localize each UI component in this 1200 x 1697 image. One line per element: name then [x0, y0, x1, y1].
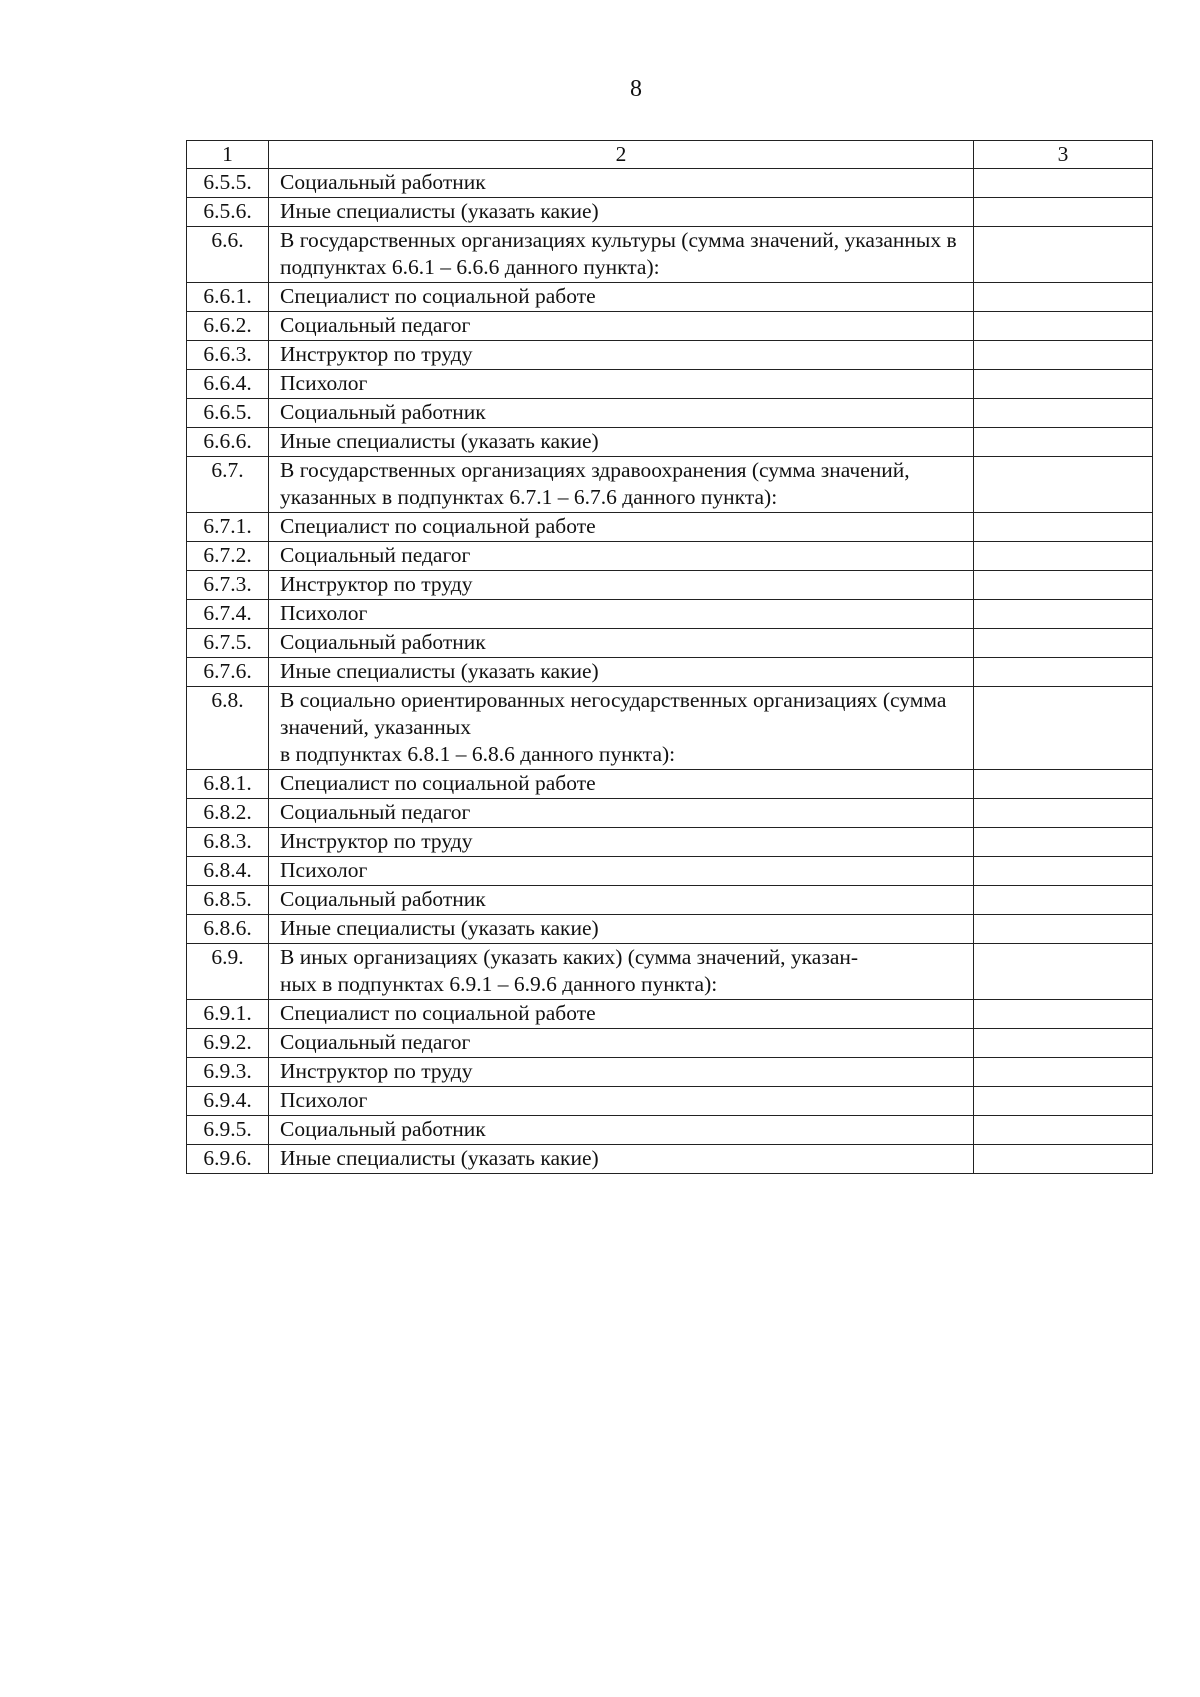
row-value-cell	[974, 799, 1153, 828]
table-row	[187, 370, 1153, 399]
row-value-cell	[974, 600, 1153, 629]
table-row	[187, 283, 1153, 312]
row-description-cell: Социальный работник	[269, 629, 974, 658]
row-value-cell	[974, 1087, 1153, 1116]
table-row	[187, 857, 1153, 886]
table-row	[187, 198, 1153, 227]
row-value-cell	[974, 1029, 1153, 1058]
row-value-cell	[974, 944, 1153, 1000]
row-description-cell: Социальный педагог	[269, 799, 974, 828]
row-value-cell	[974, 1000, 1153, 1029]
row-description-cell: Социальный педагог	[269, 1029, 974, 1058]
table-row	[187, 944, 1153, 1000]
table-row	[187, 1000, 1153, 1029]
row-value-cell	[974, 169, 1153, 198]
row-value-cell	[974, 399, 1153, 428]
row-description-cell: Специалист по социальной работе	[269, 1000, 974, 1029]
table-row	[187, 1087, 1153, 1116]
column-header-1: 1	[187, 141, 269, 169]
row-number-cell: 6.5.6.	[187, 198, 269, 227]
row-value-cell	[974, 658, 1153, 687]
row-description-cell: Инструктор по труду	[269, 1058, 974, 1087]
page-number: 8	[630, 76, 642, 102]
row-value-cell	[974, 513, 1153, 542]
table-row	[187, 886, 1153, 915]
table-row	[187, 227, 1153, 283]
table-header-row	[187, 141, 1153, 169]
row-description-cell: Социальный педагог	[269, 312, 974, 341]
row-number-cell: 6.6.5.	[187, 399, 269, 428]
table-row	[187, 571, 1153, 600]
row-description-cell: Специалист по социальной работе	[269, 283, 974, 312]
row-value-cell	[974, 1145, 1153, 1174]
row-description-cell: Психолог	[269, 857, 974, 886]
row-value-cell	[974, 828, 1153, 857]
table-row	[187, 542, 1153, 571]
row-number-cell: 6.6.	[187, 227, 269, 283]
row-description-cell: Социальный работник	[269, 1116, 974, 1145]
row-value-cell	[974, 687, 1153, 770]
row-value-cell	[974, 857, 1153, 886]
table-row	[187, 399, 1153, 428]
row-description-cell: В государственных организациях здравоохранения (сумма значений, указанных в подпунктах 6.7.1 – 6.7.6 данного пункта):	[269, 457, 974, 513]
row-number-cell: 6.8.3.	[187, 828, 269, 857]
row-description-cell: Социальный работник	[269, 169, 974, 198]
table-row	[187, 1145, 1153, 1174]
table-row	[187, 687, 1153, 770]
row-number-cell: 6.6.2.	[187, 312, 269, 341]
row-value-cell	[974, 227, 1153, 283]
table-row	[187, 658, 1153, 687]
row-description-cell: Психолог	[269, 370, 974, 399]
row-number-cell: 6.6.4.	[187, 370, 269, 399]
table-row	[187, 513, 1153, 542]
row-number-cell: 6.7.6.	[187, 658, 269, 687]
table-row	[187, 1116, 1153, 1145]
table-row	[187, 341, 1153, 370]
row-number-cell: 6.7.	[187, 457, 269, 513]
row-value-cell	[974, 1116, 1153, 1145]
row-value-cell	[974, 629, 1153, 658]
row-value-cell	[974, 915, 1153, 944]
row-number-cell: 6.9.5.	[187, 1116, 269, 1145]
row-number-cell: 6.6.1.	[187, 283, 269, 312]
row-description-cell: В социально ориентированных негосударственных организациях (сумма значений, указанных в подпунктах 6.8.1 – 6.8.6 данного пункта):	[269, 687, 974, 770]
table-row	[187, 428, 1153, 457]
table-row	[187, 1058, 1153, 1087]
row-number-cell: 6.9.	[187, 944, 269, 1000]
row-number-cell: 6.9.2.	[187, 1029, 269, 1058]
row-description-cell: Инструктор по труду	[269, 571, 974, 600]
row-value-cell	[974, 283, 1153, 312]
row-number-cell: 6.9.4.	[187, 1087, 269, 1116]
row-number-cell: 6.5.5.	[187, 169, 269, 198]
row-description-cell: Иные специалисты (указать какие)	[269, 428, 974, 457]
row-number-cell: 6.7.3.	[187, 571, 269, 600]
table-body	[187, 169, 1153, 1174]
row-number-cell: 6.8.	[187, 687, 269, 770]
row-description-cell: Психолог	[269, 1087, 974, 1116]
row-description-cell: В государственных организациях культуры (сумма значений, указанных в подпунктах 6.6.1 – 6.6.6 данного пункта):	[269, 227, 974, 283]
row-value-cell	[974, 770, 1153, 799]
data-table	[186, 140, 1153, 1174]
row-number-cell: 6.6.6.	[187, 428, 269, 457]
column-header-3: 3	[974, 141, 1153, 169]
row-number-cell: 6.8.5.	[187, 886, 269, 915]
row-description-cell: Социальный работник	[269, 886, 974, 915]
table-row	[187, 799, 1153, 828]
table-row	[187, 1029, 1153, 1058]
row-description-cell: Иные специалисты (указать какие)	[269, 658, 974, 687]
row-description-cell: Иные специалисты (указать какие)	[269, 198, 974, 227]
row-number-cell: 6.7.4.	[187, 600, 269, 629]
row-value-cell	[974, 198, 1153, 227]
row-value-cell	[974, 571, 1153, 600]
row-number-cell: 6.7.5.	[187, 629, 269, 658]
row-number-cell: 6.8.1.	[187, 770, 269, 799]
row-description-cell: В иных организациях (указать каких) (сумма значений, указан- ных в подпунктах 6.9.1 – 6.9.6 данного пункта):	[269, 944, 974, 1000]
row-description-cell: Социальный педагог	[269, 542, 974, 571]
row-number-cell: 6.7.1.	[187, 513, 269, 542]
row-value-cell	[974, 428, 1153, 457]
row-value-cell	[974, 886, 1153, 915]
row-value-cell	[974, 457, 1153, 513]
row-value-cell	[974, 1058, 1153, 1087]
row-description-cell: Специалист по социальной работе	[269, 513, 974, 542]
table-row	[187, 457, 1153, 513]
row-number-cell: 6.8.2.	[187, 799, 269, 828]
table-row	[187, 312, 1153, 341]
row-description-cell: Специалист по социальной работе	[269, 770, 974, 799]
row-value-cell	[974, 341, 1153, 370]
row-description-cell: Иные специалисты (указать какие)	[269, 1145, 974, 1174]
row-value-cell	[974, 312, 1153, 341]
table-row	[187, 915, 1153, 944]
table-row	[187, 828, 1153, 857]
row-number-cell: 6.8.4.	[187, 857, 269, 886]
row-number-cell: 6.7.2.	[187, 542, 269, 571]
table-row	[187, 169, 1153, 198]
table-row	[187, 600, 1153, 629]
row-number-cell: 6.9.6.	[187, 1145, 269, 1174]
row-value-cell	[974, 542, 1153, 571]
row-description-cell: Психолог	[269, 600, 974, 629]
row-description-cell: Иные специалисты (указать какие)	[269, 915, 974, 944]
row-description-cell: Социальный работник	[269, 399, 974, 428]
row-value-cell	[974, 370, 1153, 399]
row-description-cell: Инструктор по труду	[269, 341, 974, 370]
table-row	[187, 629, 1153, 658]
row-number-cell: 6.9.1.	[187, 1000, 269, 1029]
row-number-cell: 6.9.3.	[187, 1058, 269, 1087]
row-number-cell: 6.8.6.	[187, 915, 269, 944]
table-row	[187, 770, 1153, 799]
row-description-cell: Инструктор по труду	[269, 828, 974, 857]
row-number-cell: 6.6.3.	[187, 341, 269, 370]
column-header-2: 2	[269, 141, 974, 169]
